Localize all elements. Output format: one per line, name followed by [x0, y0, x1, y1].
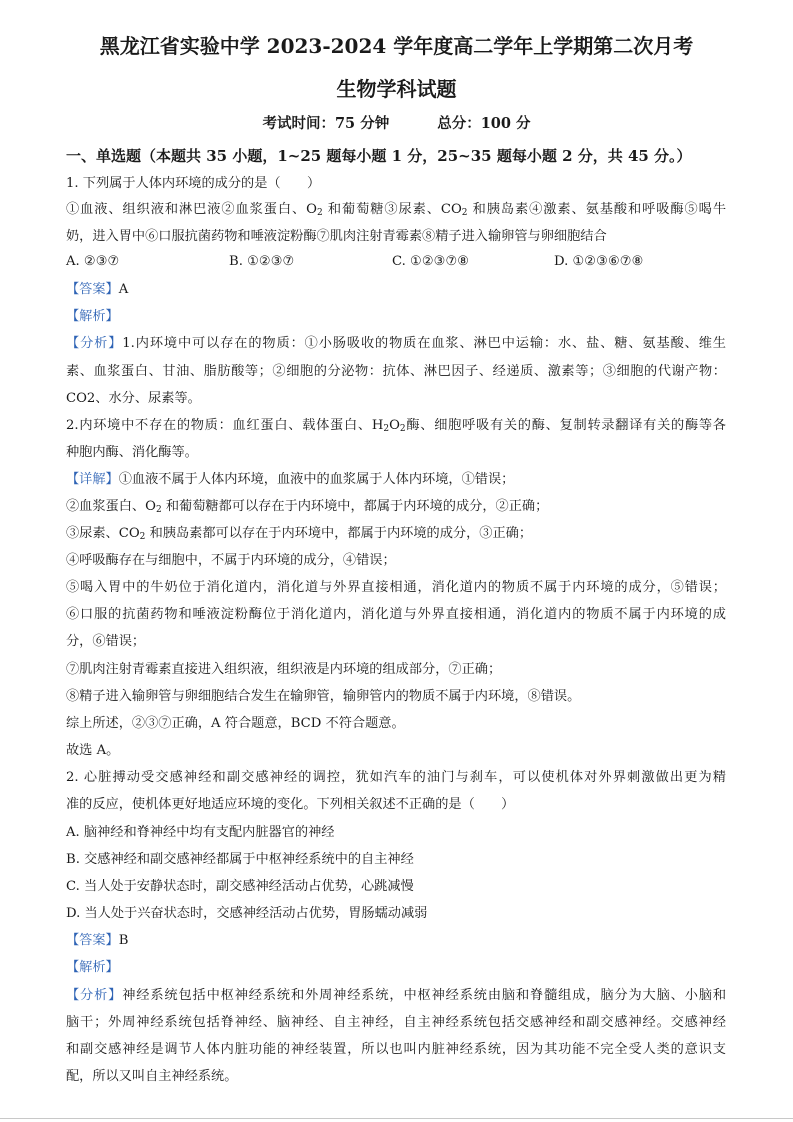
analysis-tag: 【解析】	[66, 309, 119, 324]
exam-subtitle: 生物学科试题	[336, 77, 457, 101]
q2-fenxi-line3: 和副交感神经是调节人体内脏功能的神经装置，所以也叫内脏神经系统，因为其功能不完全受人类的意识支	[66, 1042, 726, 1057]
question-1-answer: 【答案】A	[66, 282, 129, 297]
q1-detail-line3: ③尿素、$CO_2$ 和胰岛素都可以存在于内环境中，都属于内环境的成分，③正确；	[66, 526, 533, 542]
q1-fenxi-line5: 种胞内酶、消化酶等。	[66, 445, 198, 460]
exam-meta	[0, 112, 793, 133]
q1-summary: 综上所述，②③⑦正确，A 符合题意，BCD 不符合题意。	[66, 716, 405, 731]
q2-option-a: A. 脑神经和脊神经中均有支配内脏器官的神经	[66, 825, 335, 840]
q1-fenxi-line3: CO2、水分、尿素等。	[66, 391, 201, 406]
question-2-answer: 【答案】B	[66, 933, 129, 948]
q1-fenxi-line4: 2.内环境中不存在的物质：血红蛋白、载体蛋白、$H_2O_2$酶、细胞呼吸有关的酶、复制转录翻译有关的酶等各	[66, 418, 726, 434]
option-b: B. ①②③⑦	[229, 254, 295, 269]
q1-detail-line7: 分，⑥错误；	[66, 634, 146, 649]
answer-tag: 【答案】	[66, 933, 119, 948]
q2-fenxi-line2: 脑干；外周神经系统包括脊神经、脑神经、自主神经，自主神经系统包括交感神经和副交感神经。交感神经	[66, 1015, 726, 1030]
fenxi-tag: 【分析】	[66, 988, 123, 1003]
q2-fenxi-line1: 【分析】神经系统包括中枢神经系统和外周神经系统，中枢神经系统由脑和脊髓组成，脑分为大脑、小脑和	[66, 988, 727, 1003]
q1-detail-line8: ⑦肌肉注射青霉素直接进入组织液，组织液是内环境的组成部分，⑦正确；	[66, 662, 502, 677]
q2-fenxi-line4: 配，所以又叫自主神经系统。	[66, 1069, 238, 1084]
q2-option-b: B. 交感神经和副交感神经都属于中枢神经系统中的自主神经	[66, 852, 414, 867]
question-2-stem-line1: 2. 心脏搏动受交感神经和副交感神经的调控，犹如汽车的油门与刹车，可以使机体对外界刺激做出更为精	[66, 770, 726, 785]
exam-title: 黑龙江省实验中学 2023-2024 学年度高二学年上学期第二次月考	[99, 34, 694, 58]
section-heading: 一、单选题（本题共 35 小题，1~25 题每小题 1 分，25~35 题每小题 2 分，共 45 分。）	[66, 147, 692, 165]
q2-option-d: D. 当人处于兴奋状态时，交感神经活动占优势，胃肠蠕动减弱	[66, 906, 428, 921]
fenxi-tag: 【分析】	[66, 336, 123, 351]
exam-time: 考试时间：75 分钟	[262, 115, 390, 132]
detail-tag: 【详解】	[66, 472, 119, 487]
q1-detail-line1: 【详解】①血液不属于人体内环境，血液中的血浆属于人体内环境，①错误；	[66, 472, 515, 487]
question-1-items-line1: ①血液、组织液和淋巴液②血浆蛋白、$O_2$ 和葡萄糖③尿素、$CO_2$ 和胰岛素④激素、氨基酸和呼吸酶⑤喝牛	[66, 202, 727, 218]
question-1-options	[66, 254, 746, 272]
question-2-stem-line2: 准的反应，使机体更好地适应环境的变化。下列相关叙述不正确的是（ ）	[66, 797, 515, 812]
q1-detail-line6: ⑥口服的抗菌药物和唾液淀粉酶位于消化道内，消化道与外界直接相通，消化道内的物质不属于内环境的成	[66, 607, 726, 622]
q1-choose: 故选 A。	[66, 743, 120, 758]
question-1-stem: 1. 下列属于人体内环境的成分的是（ ）	[66, 176, 321, 191]
option-d: D. ①②③⑥⑦⑧	[554, 254, 644, 269]
q1-detail-line5: ⑤喝入胃中的牛奶位于消化道内，消化道与外界直接相通，消化道内的物质不属于内环境的成分，⑤错误；	[66, 580, 726, 595]
q2-option-c: C. 当人处于安静状态时，副交感神经活动占优势，心跳减慢	[66, 879, 414, 894]
page-bottom-divider	[0, 1118, 793, 1119]
option-c: C. ①②③⑦⑧	[392, 254, 470, 269]
total-score: 总分：100 分	[437, 115, 531, 132]
q1-fenxi-line2: 素、血浆蛋白、甘油、脂肪酸等；②细胞的分泌物：抗体、淋巴因子、经递质、激素等；③细胞的代谢产物：	[66, 364, 726, 379]
option-a: A. ②③⑦	[66, 254, 120, 269]
analysis-tag: 【解析】	[66, 960, 119, 975]
q1-detail-line2: ②血浆蛋白、$O_2$ 和葡萄糖都可以存在于内环境中，都属于内环境的成分，②正确；	[66, 499, 549, 515]
q1-detail-line9: ⑧精子进入输卵管与卵细胞结合发生在输卵管，输卵管内的物质不属于内环境，⑧错误。	[66, 689, 581, 704]
q1-detail-line4: ④呼吸酶存在与细胞中，不属于内环境的成分，④错误；	[66, 553, 396, 568]
answer-tag: 【答案】	[66, 282, 119, 297]
q1-fenxi-line1: 【分析】1.内环境中可以存在的物质：①小肠吸收的物质在血浆、淋巴中运输：水、盐、糖、氨基酸、维生	[66, 336, 726, 351]
question-1-items-line2: 奶，进入胃中⑥口服抗菌药物和唾液淀粉酶⑦肌肉注射青霉素⑧精子进入输卵管与卵细胞结合	[66, 229, 607, 244]
